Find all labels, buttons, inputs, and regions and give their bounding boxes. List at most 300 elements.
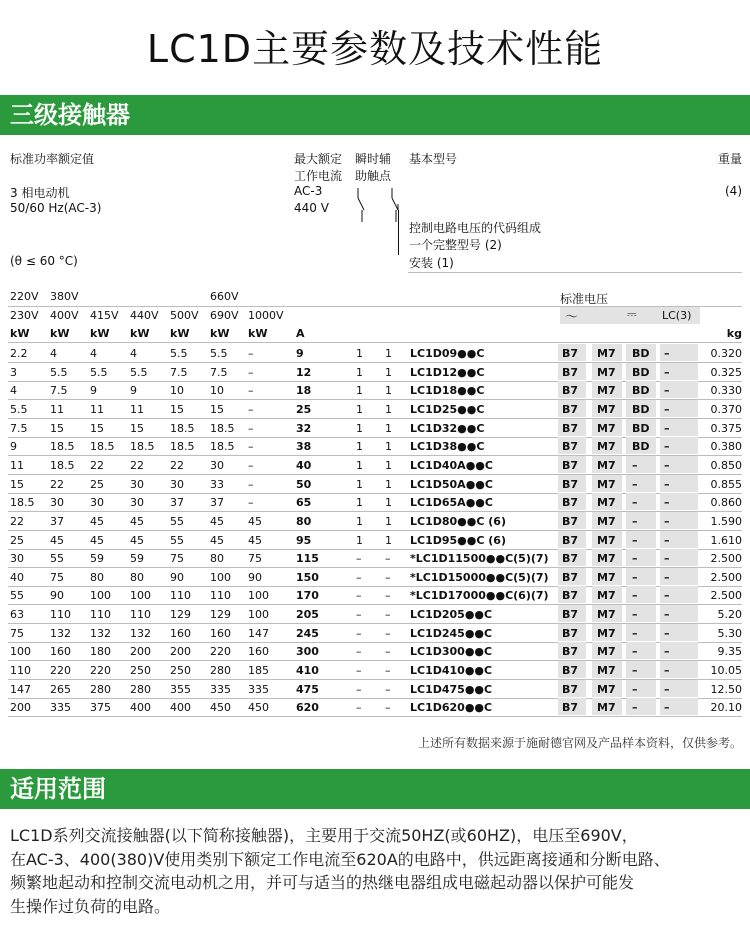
unit-cell: kW [130, 327, 150, 340]
table-cell: – [248, 402, 254, 416]
table-cell: – [385, 552, 391, 566]
voltage-header-cell: 415V [90, 309, 119, 322]
weight-cell: 0.375 [710, 421, 742, 435]
table-row [0, 419, 750, 437]
unit-cell: kW [170, 327, 190, 340]
table-cell: 7.5 [50, 384, 68, 398]
table-cell: BD [632, 402, 650, 416]
table-cell: M7 [597, 701, 616, 715]
table-cell: 45 [90, 533, 104, 547]
table-cell: 1 [385, 514, 392, 528]
table-cell: M7 [597, 496, 616, 510]
table-cell: 90 [248, 570, 262, 584]
paragraph-line: LC1D系列交流接触器(以下简称接触器)，主要用于交流50HZ(或60HZ)，电压至690V， [10, 826, 638, 845]
table-cell: 15 [170, 402, 184, 416]
table-cell: 18.5 [170, 440, 195, 454]
table-cell: 160 [210, 626, 231, 640]
table-cell: B7 [562, 384, 579, 398]
table-cell: 110 [10, 664, 31, 678]
table-cell: M7 [597, 440, 616, 454]
weight-cell: 9.35 [717, 645, 742, 659]
table-cell: 30 [50, 496, 64, 510]
table-cell: 75 [170, 552, 184, 566]
voltage-header-cell: 400V [50, 309, 79, 322]
table-cell: M7 [597, 477, 616, 491]
table-cell: B7 [562, 533, 579, 547]
table-cell: 18.5 [210, 440, 235, 454]
table-cell: M7 [597, 514, 616, 528]
table-cell: – [248, 477, 254, 491]
table-cell: 147 [10, 682, 31, 696]
table-cell: 9 [296, 347, 304, 360]
table-cell: 75 [50, 570, 64, 584]
table-cell: – [664, 664, 670, 678]
table-cell: 280 [90, 682, 111, 696]
table-cell: 7.5 [210, 365, 228, 379]
table-row [0, 456, 750, 474]
table-cell: 18.5 [50, 458, 75, 472]
table-cell: 475 [296, 682, 319, 696]
table-cell: 220 [50, 664, 71, 678]
table-cell: 12 [296, 365, 312, 379]
table-cell: 15 [130, 421, 144, 435]
voltage-header-cell: 380V [50, 290, 79, 303]
model-cell: LC1D300●●C [410, 645, 493, 659]
table-cell: 65 [296, 496, 312, 510]
unit-cell: kg [726, 327, 742, 340]
table-cell: – [632, 645, 638, 659]
table-cell: M7 [597, 682, 616, 696]
table-cell: 410 [296, 664, 319, 678]
unit-cell: kW [90, 327, 110, 340]
table-cell: – [632, 458, 638, 472]
table-cell: 355 [170, 682, 191, 696]
voltage-code-bg [626, 698, 656, 715]
table-cell: 22 [130, 458, 144, 472]
weight-cell: 1.610 [710, 533, 742, 547]
weight-cell: 0.855 [710, 477, 742, 491]
table-cell: B7 [562, 440, 579, 454]
table-row [0, 624, 750, 642]
install-label: 安装 (1) [409, 256, 454, 270]
table-cell: 9 [90, 384, 97, 398]
table-cell: 18.5 [90, 440, 115, 454]
table-cell: 300 [296, 645, 319, 659]
table-cell: 115 [296, 552, 319, 566]
table-cell: 11 [90, 402, 104, 416]
max-current-label-3: AC-3 [294, 184, 323, 198]
table-cell: BD [632, 440, 650, 454]
table-cell: – [385, 664, 391, 678]
weight-cell: 2.500 [710, 552, 742, 566]
model-cell: LC1D50A●●C [410, 477, 493, 491]
table-cell: M7 [597, 458, 616, 472]
table-cell: 5.5 [50, 365, 68, 379]
voltage-header-cell: 660V [210, 290, 239, 303]
table-cell: – [632, 552, 638, 566]
table-cell: 1 [356, 440, 363, 454]
table-cell: 1 [385, 347, 392, 360]
table-cell: 5.5 [130, 365, 148, 379]
table-cell: 45 [248, 514, 262, 528]
table-cell: – [664, 477, 670, 491]
weight-cell: 0.860 [710, 496, 742, 510]
table-cell: 45 [248, 533, 262, 547]
table-cell: – [664, 645, 670, 659]
table-cell: B7 [562, 664, 579, 678]
table-cell: 400 [170, 701, 191, 715]
table-cell: – [664, 533, 670, 547]
divider [8, 306, 742, 307]
table-cell: 1 [356, 402, 363, 416]
table-cell: 55 [170, 533, 184, 547]
temp-label: (θ ≤ 60 °C) [10, 254, 78, 268]
table-cell: 59 [90, 552, 104, 566]
table-row [0, 698, 750, 716]
table-cell: 7.5 [10, 421, 28, 435]
model-cell: LC1D205●●C [410, 608, 493, 622]
table-cell: – [664, 514, 670, 528]
table-cell: 18.5 [10, 496, 35, 510]
table-cell: – [385, 626, 391, 640]
table-cell: 400 [130, 701, 151, 715]
row-divider [8, 716, 742, 717]
table-cell: 132 [50, 626, 71, 640]
base-model-label: 基本型号 [409, 152, 458, 166]
table-cell: 22 [50, 477, 64, 491]
unit-cell: A [296, 327, 305, 340]
table-cell: 30 [170, 477, 184, 491]
table-cell: 170 [296, 589, 319, 603]
table-cell: – [664, 552, 670, 566]
weight-cell: 0.370 [710, 402, 742, 416]
table-cell: 1 [385, 402, 392, 416]
bracket-line [398, 210, 399, 255]
table-cell: 11 [50, 402, 64, 416]
table-cell: 110 [50, 608, 71, 622]
model-cell: LC1D40A●●C [410, 458, 493, 472]
table-cell: 450 [248, 701, 269, 715]
table-cell: 10 [170, 384, 184, 398]
table-cell: 30 [130, 496, 144, 510]
table-cell: 59 [130, 552, 144, 566]
table-cell: – [632, 570, 638, 584]
table-cell: – [356, 645, 362, 659]
table-cell: 1 [385, 421, 392, 435]
table-cell: 10 [210, 384, 224, 398]
table-cell: 220 [90, 664, 111, 678]
table-cell: 185 [248, 664, 269, 678]
table-cell: 100 [130, 589, 151, 603]
table-cell: – [632, 626, 638, 640]
table-cell: 250 [130, 664, 151, 678]
table-cell: M7 [597, 365, 616, 379]
table-cell: 129 [170, 608, 191, 622]
table-row [0, 605, 750, 623]
table-cell: – [632, 496, 638, 510]
table-row [0, 475, 750, 493]
table-cell: 450 [210, 701, 231, 715]
table-cell: 22 [170, 458, 184, 472]
table-cell: – [356, 664, 362, 678]
table-cell: B7 [562, 626, 579, 640]
unit-cell: kW [248, 327, 268, 340]
table-cell: – [385, 608, 391, 622]
table-cell: B7 [562, 552, 579, 566]
table-cell: 15 [210, 402, 224, 416]
table-cell: 30 [130, 477, 144, 491]
table-row [0, 531, 750, 549]
model-cell: LC1D09●●C [410, 347, 485, 360]
model-cell: LC1D38●●C [410, 440, 485, 454]
table-cell: – [356, 682, 362, 696]
table-cell: 250 [170, 664, 191, 678]
table-cell: 1 [356, 458, 363, 472]
table-cell: 80 [90, 570, 104, 584]
table-cell: 11 [130, 402, 144, 416]
table-cell: 335 [248, 682, 269, 696]
voltage-code-bg [626, 586, 656, 603]
table-cell: 1 [356, 421, 363, 435]
table-cell: 4 [90, 347, 97, 360]
table-cell: 160 [248, 645, 269, 659]
table-cell: – [356, 552, 362, 566]
table-row [0, 400, 750, 418]
table-cell: 160 [170, 626, 191, 640]
table-cell: – [248, 421, 254, 435]
table-cell: – [664, 421, 670, 435]
table-cell: M7 [597, 533, 616, 547]
table-row [0, 568, 750, 586]
weight-label: 重量 [717, 152, 742, 166]
table-cell: 1 [385, 496, 392, 510]
divider [8, 342, 742, 343]
voltage-header-cell: 220V [10, 290, 39, 303]
table-cell: – [248, 365, 254, 379]
table-cell: – [664, 682, 670, 696]
page-title: LC1D主要参数及技术性能 [146, 27, 604, 71]
model-cell: LC1D25●●C [410, 402, 485, 416]
dc-icon: ⎓ [627, 307, 637, 321]
table-row [0, 680, 750, 698]
table-cell: B7 [562, 421, 579, 435]
lc3-label: LC(3) [662, 309, 692, 322]
voltage-code-bg [626, 531, 656, 548]
paragraph-line: 频繁地起动和控制交流电动机之用，并可与适当的热继电器组成电磁起动器以保护可能发 [10, 873, 635, 892]
model-cell: LC1D18●●C [410, 384, 485, 398]
table-cell: – [664, 570, 670, 584]
table-cell: M7 [597, 626, 616, 640]
table-cell: 110 [90, 608, 111, 622]
weight-cell: 2.500 [710, 570, 742, 584]
table-cell: 63 [10, 608, 24, 622]
voltage-code-bg [626, 624, 656, 641]
table-cell: 100 [90, 589, 111, 603]
table-cell: 150 [296, 570, 319, 584]
table-cell: 55 [170, 514, 184, 528]
section-header-contactor: 三级接触器 [0, 95, 750, 135]
table-cell: 15 [50, 421, 64, 435]
table-cell: BD [632, 365, 650, 379]
model-cell: LC1D95●●C (6) [410, 533, 506, 547]
table-cell: B7 [562, 608, 579, 622]
scope-paragraph [10, 824, 745, 918]
table-cell: 1 [356, 347, 363, 360]
voltage-code-bg [626, 512, 656, 529]
table-cell: 33 [210, 477, 224, 491]
table-cell: 1 [356, 477, 363, 491]
table-cell: 1 [356, 514, 363, 528]
unit-cell: kW [210, 327, 230, 340]
table-cell: 45 [130, 533, 144, 547]
table-cell: M7 [597, 645, 616, 659]
model-cell: *LC1D11500●●C(5)(7) [410, 552, 549, 566]
table-row [0, 642, 750, 660]
table-cell: 200 [10, 701, 31, 715]
table-cell: M7 [597, 421, 616, 435]
table-cell: 1 [356, 496, 363, 510]
table-cell: 335 [50, 701, 71, 715]
table-cell: 75 [10, 626, 24, 640]
table-cell: 132 [90, 626, 111, 640]
table-cell: – [664, 347, 670, 360]
voltage-code-bg [626, 549, 656, 566]
weight-cell: 0.325 [710, 365, 742, 379]
table-cell: B7 [562, 458, 579, 472]
table-cell: M7 [597, 570, 616, 584]
table-cell: – [632, 533, 638, 547]
table-cell: 11 [10, 458, 24, 472]
aux-contact-label-2: 助触点 [355, 169, 392, 183]
rated-power-label: 标准功率额定值 [10, 152, 95, 166]
table-cell: – [664, 440, 670, 454]
table-cell: – [632, 589, 638, 603]
table-cell: 110 [130, 608, 151, 622]
table-cell: 1 [356, 365, 363, 379]
table-cell: 18 [296, 384, 312, 398]
table-cell: 75 [248, 552, 262, 566]
model-cell: LC1D80●●C (6) [410, 514, 506, 528]
weight-cell: 12.50 [710, 682, 742, 696]
table-cell: B7 [562, 701, 579, 715]
table-cell: B7 [562, 589, 579, 603]
model-cell: LC1D245●●C [410, 626, 493, 640]
table-row [0, 661, 750, 679]
model-cell: LC1D620●●C [410, 701, 493, 715]
table-cell: – [248, 347, 254, 360]
weight-cell: 5.30 [717, 626, 742, 640]
table-cell: – [356, 570, 362, 584]
table-cell: 1 [385, 365, 392, 379]
paragraph-line: 在AC-3、400(380)V使用类别下额定工作电流至620A的电路中，供远距离接通和分断电路、 [10, 849, 670, 869]
table-cell: 9 [10, 440, 17, 454]
table-cell: B7 [562, 682, 579, 696]
table-cell: 1 [356, 533, 363, 547]
max-current-label-2: 工作电流 [294, 169, 343, 183]
table-cell: – [356, 608, 362, 622]
table-cell: 2.2 [10, 347, 28, 360]
voltage-code-bg [626, 605, 656, 622]
table-cell: 40 [296, 458, 312, 472]
table-cell: 100 [10, 645, 31, 659]
table-cell: 100 [248, 589, 269, 603]
table-cell: 45 [210, 514, 224, 528]
table-cell: 4 [50, 347, 57, 360]
table-cell: 1 [385, 458, 392, 472]
voltage-header-cell: 230V [10, 309, 39, 322]
table-cell: 95 [296, 533, 312, 547]
aux-contact-label-1: 瞬时辅 [355, 152, 392, 166]
table-cell: B7 [562, 477, 579, 491]
weight-cell: 0.380 [710, 440, 742, 454]
table-cell: – [385, 682, 391, 696]
table-cell: M7 [597, 347, 616, 360]
table-cell: 15 [90, 421, 104, 435]
weight-note: (4) [725, 184, 742, 198]
table-cell: 32 [296, 421, 312, 435]
table-cell: 7.5 [170, 365, 188, 379]
table-cell: 40 [10, 570, 24, 584]
voltage-code-bg [626, 456, 656, 473]
table-cell: 18.5 [50, 440, 75, 454]
table-cell: M7 [597, 402, 616, 416]
table-cell: – [664, 402, 670, 416]
table-cell: – [632, 682, 638, 696]
model-cell: *LC1D17000●●C(6)(7) [410, 589, 549, 603]
model-cell: LC1D12●●C [410, 365, 485, 379]
table-cell: B7 [562, 365, 579, 379]
table-cell: 200 [130, 645, 151, 659]
table-cell: – [664, 458, 670, 472]
table-cell: 18.5 [130, 440, 155, 454]
table-cell: BD [632, 347, 650, 360]
voltage-code-bg [626, 568, 656, 585]
table-cell: 38 [296, 440, 312, 454]
table-row [0, 512, 750, 530]
table-cell: – [356, 626, 362, 640]
table-cell: 37 [170, 496, 184, 510]
table-cell: 1 [385, 384, 392, 398]
weight-cell: 5.20 [717, 608, 742, 622]
table-cell: – [356, 589, 362, 603]
divider [408, 272, 742, 273]
table-cell: 375 [90, 701, 111, 715]
table-cell: 280 [130, 682, 151, 696]
table-cell: 15 [10, 477, 24, 491]
max-current-label-1: 最大额定 [294, 152, 343, 166]
table-cell: 129 [210, 608, 231, 622]
table-cell: – [385, 589, 391, 603]
table-cell: 1 [385, 533, 392, 547]
code-label-1: 控制电路电压的代码组成 [409, 221, 542, 235]
table-row [0, 344, 750, 362]
table-cell: 45 [210, 533, 224, 547]
std-voltage-label: 标准电压 [560, 292, 609, 306]
weight-cell: 10.05 [710, 664, 742, 678]
table-cell: 90 [170, 570, 184, 584]
table-cell: 25 [10, 533, 24, 547]
weight-cell: 0.850 [710, 458, 742, 472]
table-cell: B7 [562, 514, 579, 528]
section-header-scope: 适用范围 [0, 769, 750, 809]
voltage-code-bg [626, 493, 656, 510]
table-cell: 18.5 [170, 421, 195, 435]
source-note: 上述所有数据来源于施耐德官网及产品样本资料，仅供参考。 [417, 736, 742, 750]
table-cell: – [664, 496, 670, 510]
paragraph-line: 生操作过负荷的电路。 [10, 896, 171, 916]
table-row [0, 437, 750, 455]
table-cell: 1 [385, 477, 392, 491]
